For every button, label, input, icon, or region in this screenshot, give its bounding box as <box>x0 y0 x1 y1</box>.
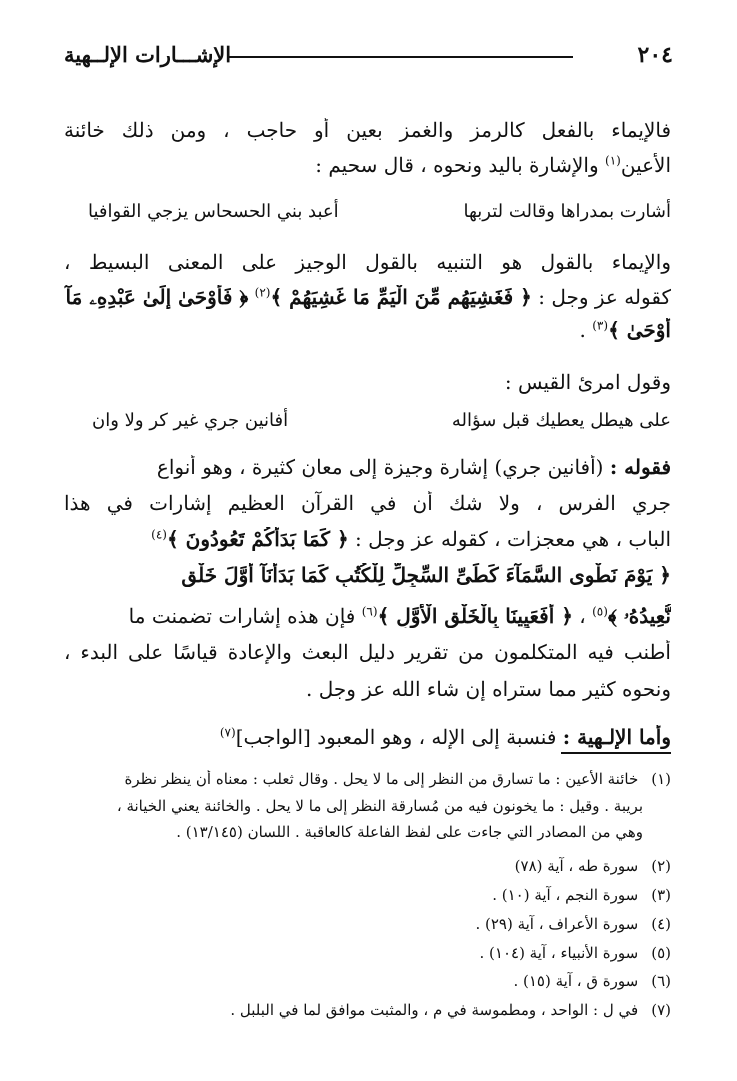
footnote-ref[interactable]: (٦) <box>361 604 378 619</box>
body-line-14 <box>64 725 671 749</box>
footnote-ref[interactable]: (١) <box>605 153 621 168</box>
footnote-ref[interactable]: (٢) <box>254 285 271 300</box>
quran-quote: ﴿ فَأَوْحَىٰ إِلَىٰ عَبْدِهِۦ مَآ <box>65 285 249 309</box>
verse-2-first-hemistich: على هيطل يعطيك قبل سؤاله <box>451 410 671 431</box>
lead-word: وأما الإلـهية : <box>562 725 671 749</box>
footnote-text: في ل : الواحد ، ومطموسة في م ، والمثبت موافق لما في البلبل . <box>230 1001 639 1019</box>
footnote-4 <box>64 915 671 933</box>
footnote-text: خائنة الأعين : ما تسارق من النظر إلى ما لا يحل . وقال ثعلب : معناه أن ينظر نظرة <box>124 770 639 788</box>
quran-quote: ﴿ فَغَشِيَهُم مِّنَ الْيَمِّ مَا غَشِيَهُمْ ﴾ <box>270 285 532 309</box>
body-text: فنسبة إلى الإله ، وهو المعبود [الواجب] <box>235 725 557 749</box>
running-title: الإشـــارات الإلــهية <box>64 42 232 67</box>
body-line-11: نُّعِيدُهُۥ ﴾$^{(٥)}$ ، ﴿ أَفَعَيِينَا بِالْخَلْقِ الْأَوَّلِ ﴾$^{(٦)}$ فإن هذه إشارات تضمنت ما <box>128 604 671 628</box>
body-line-10 <box>64 563 671 587</box>
footnote-3 <box>64 886 671 904</box>
body-text: فإن هذه إشارات تضمنت ما <box>128 604 356 628</box>
footnote-number: (٧) <box>651 1001 671 1019</box>
footnote-ref[interactable]: (٣) <box>592 318 609 333</box>
body-line-12: أطنب فيه المتكلمون من تقرير دليل البعث والإعادة قياسًا على البدء ، <box>64 640 671 664</box>
body-line-13: ونحوه كثير مما ستراه إن شاء الله عز وجل . <box>305 677 671 701</box>
quran-quote: ﴿ أَفَعَيِينَا بِالْخَلْقِ الْأَوَّلِ ﴾ <box>377 604 573 628</box>
footnote-text: سورة الأعراف ، آية (٢٩) . <box>475 915 639 933</box>
body-text: الأعين <box>620 153 671 177</box>
quran-quote: ﴿ يَوْمَ نَطْوِى السَّمَآءَ كَطَىِّ السِّجِلِّ لِلْكُتُبِ كَمَا بَدَأْنَآ أَوَّلَ خَلْقٍ <box>181 563 671 587</box>
body-line-9 <box>64 527 671 551</box>
footnote-number: (٤) <box>651 915 671 933</box>
footnote-number: (٦) <box>651 972 671 990</box>
quran-quote: ﴿ كَمَا بَدَأَكُمْ تَعُودُونَ ﴾ <box>166 527 349 551</box>
quran-quote: نُّعِيدُهُۥ ﴾ <box>607 604 671 628</box>
footnote-text: سورة طه ، آية (٧٨) <box>514 857 639 875</box>
footnote-1-line-2: بريبة . وقيل : ما يخونون فيه من مُسارقة النظر إلى ما لا يحل . والخائنة يعني الخيانة ، <box>116 797 643 815</box>
footnote-5 <box>64 944 671 962</box>
verse-1-first-hemistich: أشارت بمدراها وقالت لتربها <box>463 201 671 222</box>
body-line-6: وقول امرئ القيس : <box>504 370 671 394</box>
body-line-1: فالإيماء بالفعل كالرمز والغمز بعين أو حاجب ، ومن ذلك خائنة <box>64 118 671 142</box>
page-header <box>64 42 673 78</box>
page-number: ٢٠٤ <box>637 42 673 68</box>
footnote-1-line-3: وهي من المصادر التي جاءت على لفظ الفاعلة كالعاقبة . اللسان (١٣/١٤٥) . <box>176 823 643 841</box>
lead-word: فقوله : <box>609 455 671 479</box>
quran-quote: أَوْحَىٰ ﴾ <box>608 318 671 342</box>
footnote-number: (٣) <box>651 886 671 904</box>
body-text: الباب ، هي معجزات ، كقوله عز وجل : <box>355 527 671 551</box>
header-rule <box>229 56 573 58</box>
footnote-number: (١) <box>651 770 671 788</box>
footnote-text: سورة النجم ، آية (١٠) . <box>492 886 639 904</box>
body-line-4 <box>64 285 671 309</box>
body-line-8: جري الفرس ، ولا شك أن في القرآن العظيم إشارات في هذا <box>64 491 671 515</box>
body-text: (أفانين جري) إشارة وجيزة إلى معانٍ كثيرة ، وهو أنواع <box>156 455 604 479</box>
footnote-1-line-1 <box>64 770 671 788</box>
body-text: كقوله عز وجل : <box>538 285 671 309</box>
footnote-ref[interactable]: (٤) <box>151 527 167 542</box>
body-line-3: والإيماء بالقول هو التنبيه بالقول الوجيز على المعنى البسيط ، <box>64 250 671 274</box>
footnote-text: سورة ق ، آية (١٥) . <box>513 972 639 990</box>
footnote-7 <box>64 1001 671 1019</box>
footnote-separator <box>561 752 671 754</box>
body-text: والإشارة باليد ونحوه ، قال سحيم : <box>315 153 599 177</box>
footnote-ref[interactable]: (٥) <box>592 604 608 619</box>
footnote-number: (٥) <box>651 944 671 962</box>
verse-1-second-hemistich: أعبد بني الحسحاس يزجي القوافيا <box>88 201 339 222</box>
footnote-text: سورة الأنبياء ، آية (١٠٤) . <box>479 944 639 962</box>
footnote-2 <box>64 857 671 875</box>
body-line-7 <box>64 455 671 479</box>
footnote-ref[interactable]: (٧) <box>219 725 236 740</box>
footnote-6 <box>64 972 671 990</box>
body-line-2 <box>64 153 671 177</box>
verse-2-second-hemistich: أفانين جري غير كر ولا وان <box>92 410 289 431</box>
footnote-number: (٢) <box>651 857 671 875</box>
body-line-5: أَوْحَىٰ ﴾$^{(٣)}$ . <box>579 318 671 342</box>
